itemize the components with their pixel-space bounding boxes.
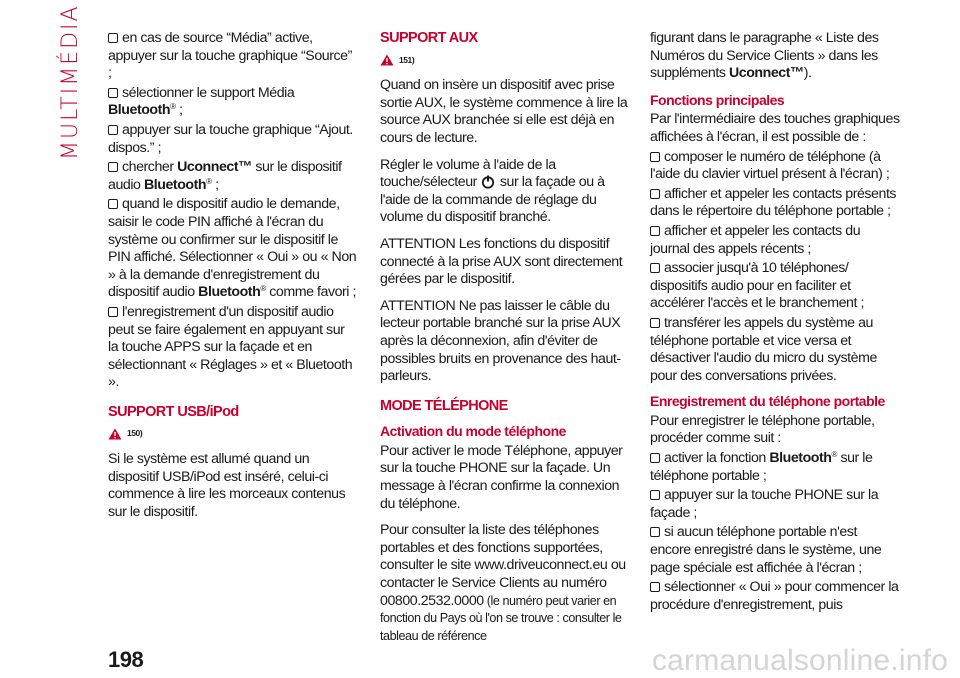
paragraph: Quand on insère un dispositif avec prise sortie AUX, le système commence à lire la source AUX branchée si elle est déjà en cours de lecture. xyxy=(380,77,628,146)
list-item: activer la fonction Bluetooth® sur le téléphone portable ; xyxy=(650,450,873,484)
square-bullet-icon xyxy=(650,490,660,500)
square-bullet-icon xyxy=(650,152,660,162)
subheading-activation: Activation du mode téléphone xyxy=(380,423,566,440)
paragraph: ATTENTION Les fonctions du dispositif connecté à la prise AUX sont directement gérées par le dispositif. xyxy=(380,235,623,288)
square-bullet-icon xyxy=(650,318,660,328)
paragraph: ATTENTION Ne pas laisser le câble du lecteur portable branché sur la prise AUX après la déconnexion, afin d'éviter de possibles bruits en provenance des haut-parleurs. xyxy=(380,297,621,385)
heading-usb-ipod: SUPPORT USB/iPod xyxy=(108,403,239,420)
square-bullet-icon xyxy=(108,162,118,172)
warning-triangle-icon xyxy=(108,428,122,440)
square-bullet-icon xyxy=(108,125,118,135)
list-item: associer jusqu'à 10 téléphones/ dispositifs audio pour en faciliter et accélérer l'accès et le branchement ; xyxy=(650,260,864,312)
paragraph: Pour enregistrer le téléphone portable, procéder comme suit : xyxy=(650,412,875,447)
heading-mode-telephone: MODE TÉLÉPHONE xyxy=(380,397,508,414)
square-bullet-icon xyxy=(650,226,660,236)
section-side-label: MULTIMÉDIA xyxy=(58,4,83,160)
list-item: afficher et appeler les contacts présents dans le répertoire du téléphone portable ; xyxy=(650,185,897,220)
square-bullet-icon xyxy=(108,33,118,43)
paragraph: Pour activer le mode Téléphone, appuyer sur la touche PHONE sur la façade. Un message à l'écran confirme la connexion du téléphone. xyxy=(380,442,623,512)
square-bullet-icon xyxy=(108,199,118,209)
subheading-phone-registration: Enregistrement du téléphone portable xyxy=(650,393,885,410)
list-item: transférer les appels du système au téléphone portable et vice versa et désactiver l'audio du micro du système pour des conversations privées. xyxy=(650,314,877,384)
square-bullet-icon xyxy=(650,453,660,463)
list-item: sélectionner « Oui » pour commencer la procédure d'enregistrement, puis xyxy=(650,579,899,613)
list-item: composer le numéro de téléphone (à l'aide du clavier virtuel présent à l'écran) ; xyxy=(650,148,890,183)
paragraph: Régler le volume à l'aide de la touche/sélecteur sur la façade ou à l'aide de la commande de réglage du volume du dispositif branché. xyxy=(380,156,605,226)
square-bullet-icon xyxy=(650,527,660,537)
square-bullet-icon xyxy=(650,263,660,273)
list-item: afficher et appeler les contacts du journal des appels récents ; xyxy=(650,222,861,257)
heading-support-aux: SUPPORT AUX xyxy=(380,30,478,46)
list-item: appuyer sur la touche graphique “Ajout. dispos.” ; xyxy=(108,121,353,156)
column-3 xyxy=(650,30,900,616)
square-bullet-icon xyxy=(650,582,660,592)
paragraph: figurant dans le paragraphe « Liste des Numéros du Service Clients » dans les suppléments Uconnect™). xyxy=(650,30,879,82)
warning-note: 151) xyxy=(380,52,630,70)
paragraph: Par l'intermédiaire des touches graphiques affichées à l'écran, il est possible de : xyxy=(650,111,900,145)
paragraph: Si le système est allumé quand un dispositif USB/iPod est inséré, celui-ci commence à lire les morceaux contenus sur le dispositif. xyxy=(108,451,346,520)
list-item: chercher Uconnect™ sur le dispositif audio Bluetooth® ; xyxy=(108,159,342,193)
subheading-main-functions: Fonctions principales xyxy=(650,91,785,108)
column-1 xyxy=(108,30,358,530)
list-item: en cas de source “Média” active, appuyer sur la touche graphique “Source” ; xyxy=(108,30,352,82)
square-bullet-icon xyxy=(108,307,118,317)
column-2 xyxy=(380,30,630,654)
page-number: 198 xyxy=(108,647,144,672)
square-bullet-icon xyxy=(650,189,660,199)
list-item: sélectionner le support Média Bluetooth® ; xyxy=(108,84,295,119)
list-item: appuyer sur la touche PHONE sur la façade ; xyxy=(650,487,879,521)
watermark: carmanualsonline.info xyxy=(651,644,948,677)
paragraph: Pour consulter la liste des téléphones portables et des fonctions supportées, consulter le site www.driveuconnect.eu ou contacter le Service Clients au numéro 00800.2532.0000 (le numéro peut varier en fonction du Pays où l'on se trouve : consulter le tableau de référence xyxy=(380,522,626,643)
list-item: l'enregistrement d'un dispositif audio peut se faire également en appuyant sur la touche APPS sur la façade et en sélectionnant « Réglages » et « Bluetooth ». xyxy=(108,303,353,391)
warning-note: 150) xyxy=(108,425,358,443)
square-bullet-icon xyxy=(108,88,118,98)
power-knob-icon xyxy=(481,175,495,189)
list-item: si aucun téléphone portable n'est encore enregistré dans le système, une page spéciale est affichée à l'écran ; xyxy=(650,524,882,576)
warning-triangle-icon xyxy=(380,54,394,66)
list-item: quand le dispositif audio le demande, saisir le code PIN affiché à l'écran du système ou confirmer sur le dispositif le PIN affiché. Sélectionner « Oui » ou « Non » à la demande d'enregistrement du dispositif audio Bluetooth® comme favori ; xyxy=(108,196,357,301)
